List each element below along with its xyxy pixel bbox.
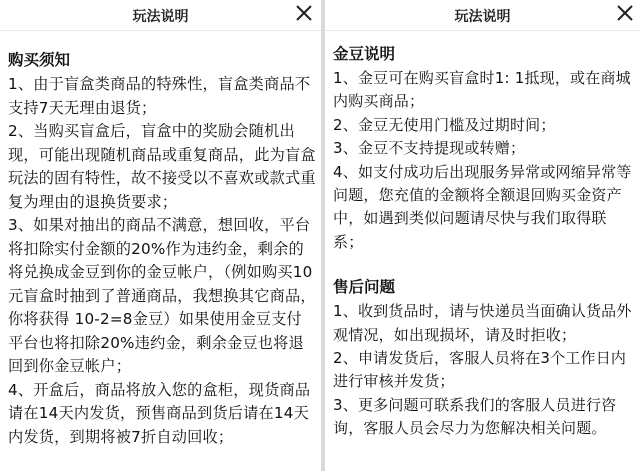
gold-item: 4、如支付成功后出现服务异常或网缩异常等问题，您充值的金额将全额退回购买金资产中，如遇到类似问题请尽快与我们取得联系； — [333, 162, 632, 251]
aftersale-item: 2、申请发货后，客服人员将在3个工作日内进行审核并发货； — [333, 349, 627, 391]
section-title-purchase-notice: 购买须知 — [8, 51, 71, 69]
close-icon[interactable] — [614, 2, 636, 24]
panel-header — [325, 0, 640, 31]
notice-item: 3、如果对抽出的商品不满意，想回收，平台将扣除实付金额的20%作为违约金，剩余的将兑换成金豆到你的金豆帐户，（例如购买10元盲盒时抽到了普通商品，我想换其它商品，你将获得 10-2=8金豆）如果使用金豆支付平台也将扣除20%违约金，剩余金豆也将退回到你金豆帐户； — [8, 216, 316, 375]
panel-header — [0, 0, 321, 31]
section-title-gold-beans: 金豆说明 — [333, 45, 396, 63]
gold-item: 2、金豆无使用门槛及过期时间； — [333, 115, 556, 134]
panel-title: 玩法说明 — [132, 9, 189, 25]
gold-and-aftersale-section — [333, 42, 636, 441]
aftersale-item: 3、更多问题可联系我们的客服人员进行咨询，客服人员会尽力为您解决相关问题。 — [333, 395, 617, 438]
section-title-after-sale: 售后问题 — [333, 278, 396, 297]
section-gap — [333, 254, 636, 275]
notice-item: 4、开盒后，商品将放入您的盒柜，现货商品请在14天内发货，预售商品到货后请在14天内发货，到期将被7折自动回收； — [8, 380, 311, 446]
purchase-notice-section — [8, 48, 317, 449]
panel-title: 玩法说明 — [454, 9, 511, 25]
gold-item: 1、金豆可在购买盲盒时1: 1抵现，或在商城内购买商品； — [333, 69, 631, 111]
close-icon[interactable] — [293, 2, 315, 24]
gold-item: 3、金豆不支持提现或转赠； — [333, 139, 526, 158]
notice-item: 1、由于盲盒类商品的特殊性，盲盒类商品不支持7天无理由退货； — [8, 75, 311, 117]
aftersale-item: 1、收到货品时，请与快递员当面确认货品外观情况，如出现损坏，请及时拒收； — [333, 302, 632, 344]
notice-item: 2、当购买盲盒后，盲盒中的奖励会随机出现，可能出现随机商品或重复商品，此为盲盒玩法的固有特性，故不接受以不喜欢或款式重复为理由的退换货要求； — [8, 122, 316, 211]
right-rules-panel — [325, 0, 640, 471]
